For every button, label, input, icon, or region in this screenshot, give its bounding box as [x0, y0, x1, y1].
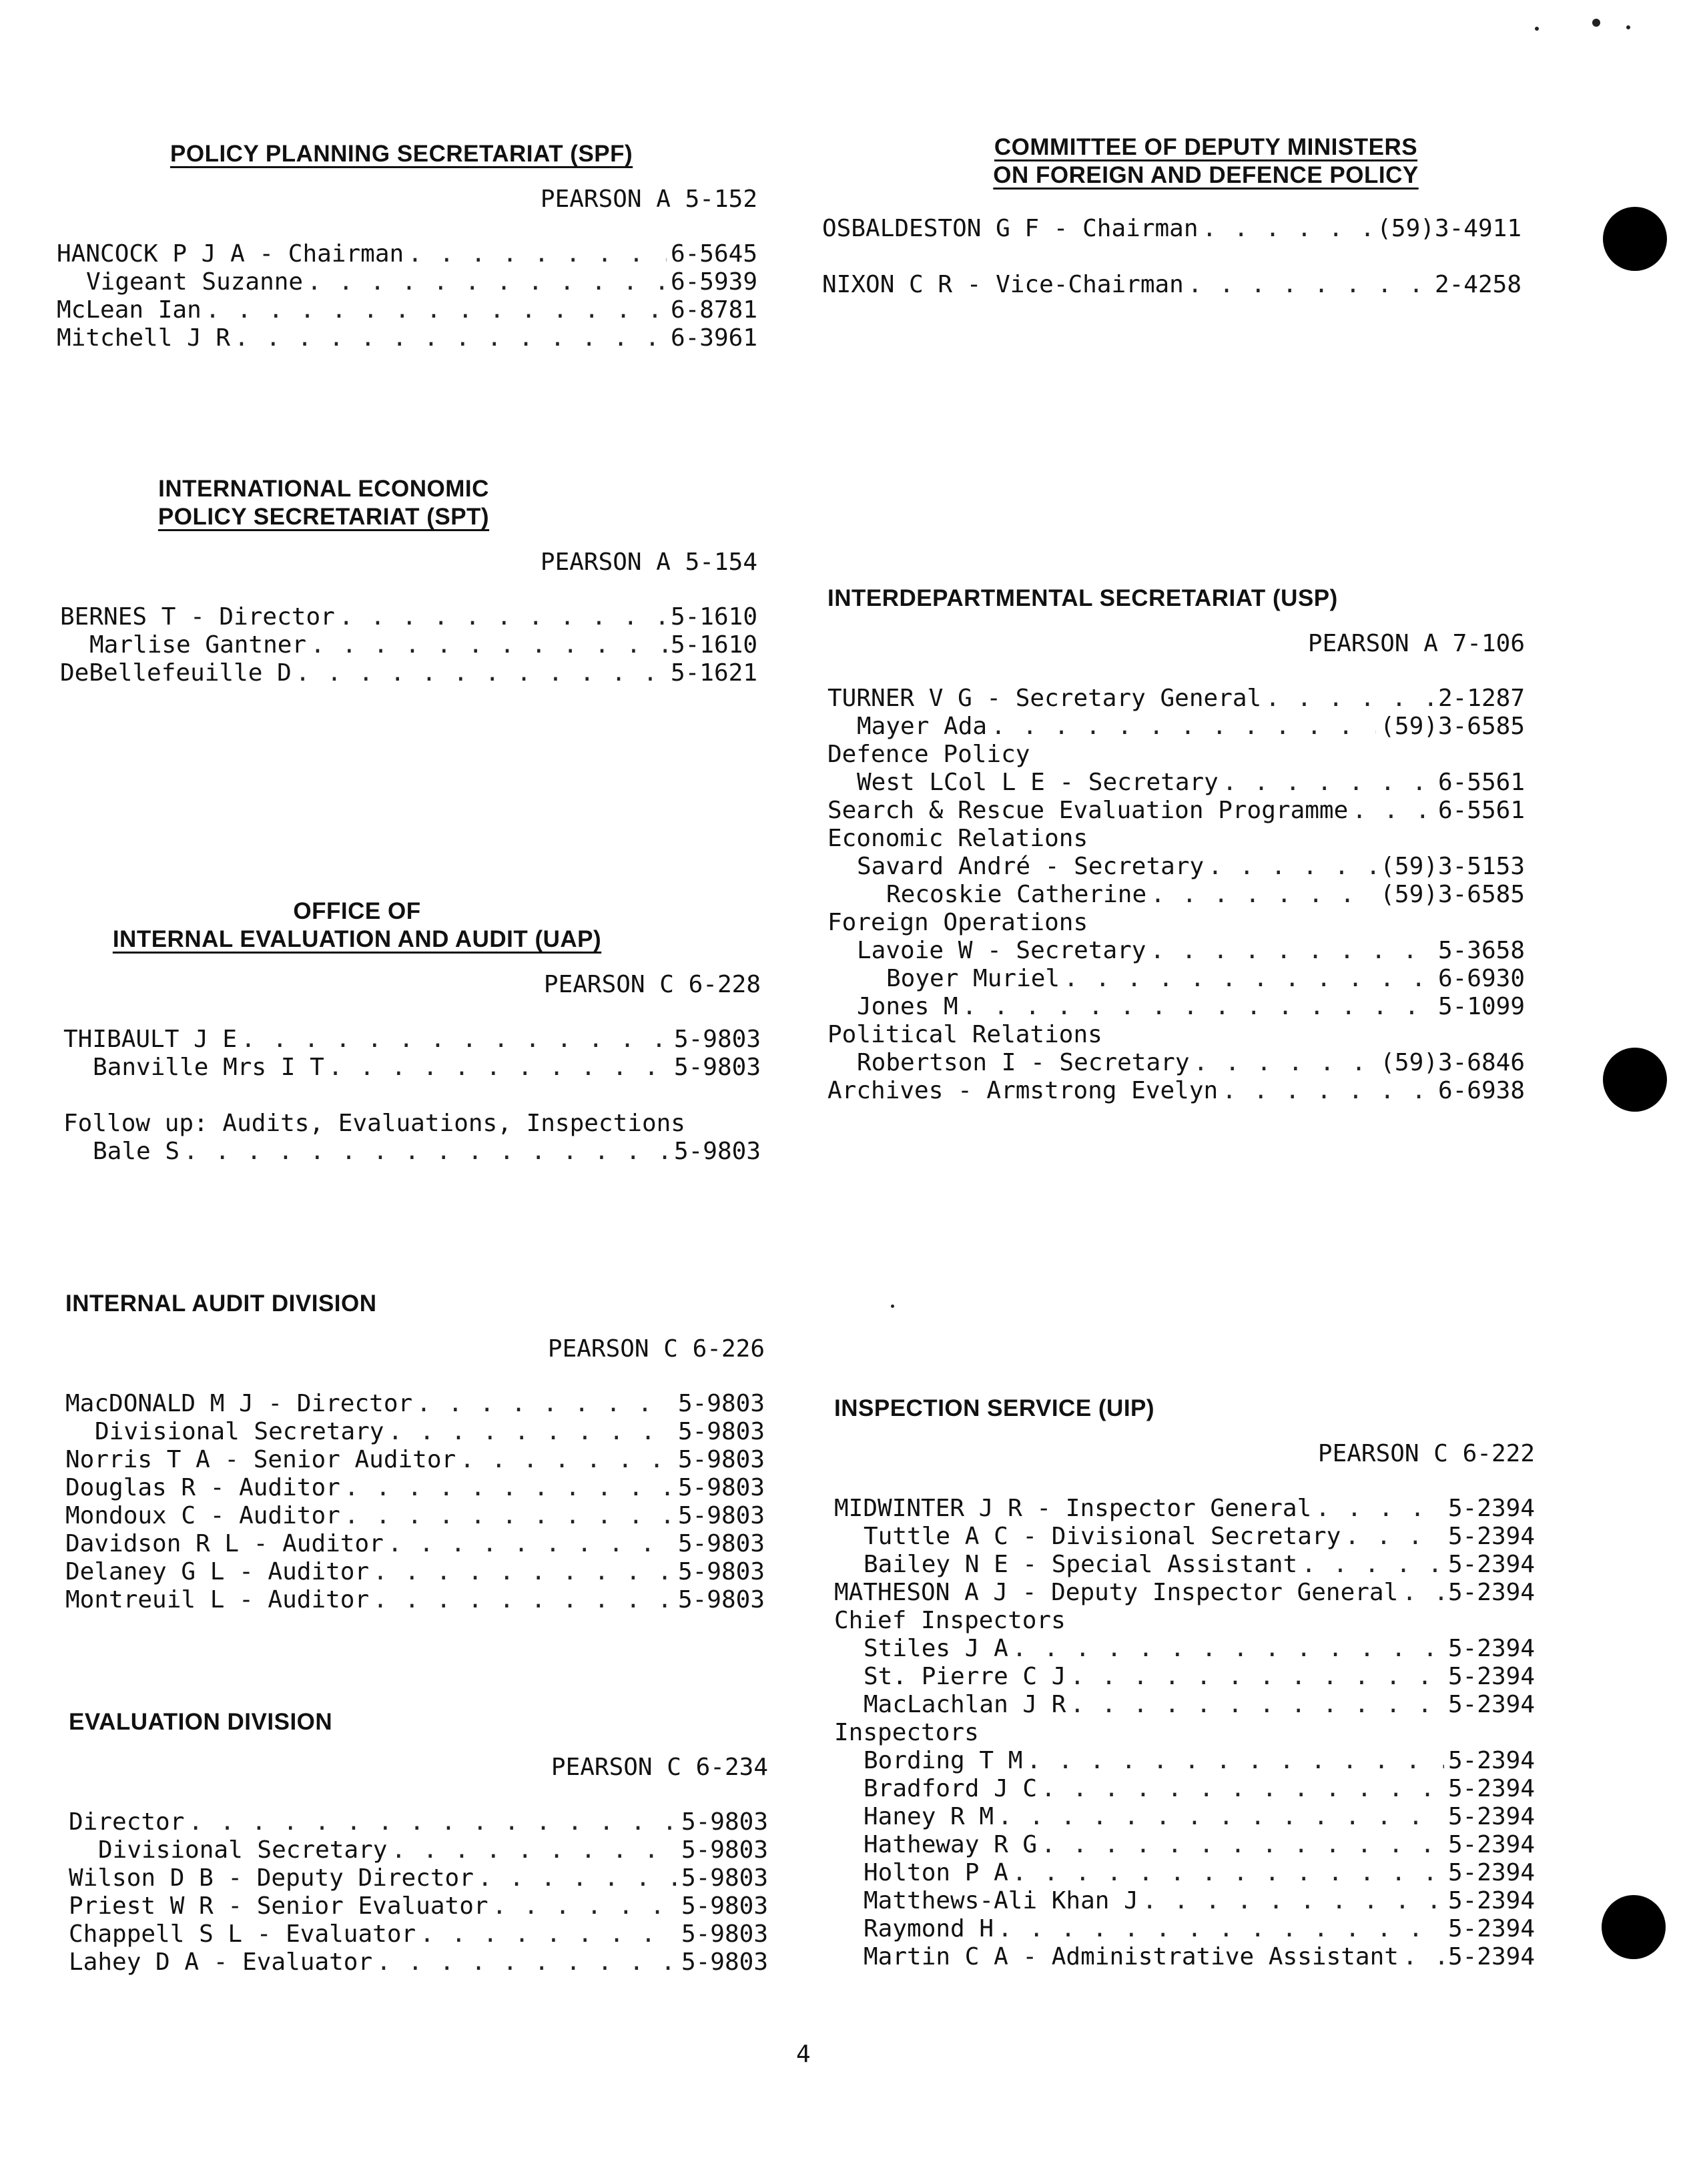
- entry-phone: 5-1610: [670, 631, 757, 659]
- entry-name: Matthews-Ali Khan J: [864, 1887, 1138, 1914]
- entry-phone: 5-9803: [677, 1390, 765, 1417]
- entry-name: Jones M: [857, 993, 958, 1020]
- section-spf: [57, 140, 757, 352]
- entry-phone: (59)3-6585: [1380, 881, 1525, 908]
- directory-entry: [69, 1808, 768, 1836]
- entry-phone: 2-1287: [1437, 685, 1525, 712]
- group-label: Foreign Operations: [827, 909, 1088, 936]
- binder-hole: [1603, 207, 1667, 271]
- entry-phone: 5-2394: [1447, 1495, 1535, 1522]
- entry-name: Boyer Muriel: [886, 965, 1060, 992]
- entry-name: McLean Ian: [57, 296, 202, 324]
- entry-phone: 2-4258: [1434, 271, 1521, 298]
- leader-dots: [1150, 881, 1376, 909]
- followup-text: Follow up: Audits, Evaluations, Inspections: [63, 1110, 685, 1137]
- entry-name: Recoskie Catherine: [886, 881, 1147, 908]
- section-title: [822, 133, 1489, 190]
- entry-phone: 5-2394: [1447, 1635, 1535, 1662]
- entry-phone: 5-9803: [673, 1054, 761, 1081]
- binder-hole: [1603, 1048, 1667, 1112]
- entry-phone: 5-9803: [681, 1920, 768, 1948]
- leader-dots: [1064, 965, 1434, 993]
- entry-name: Davidson R L - Auditor: [65, 1530, 384, 1557]
- entry-phone: 5-3658: [1437, 937, 1525, 964]
- directory-entry: [834, 1775, 1535, 1803]
- leader-dots: [388, 1418, 673, 1446]
- entry-name: THIBAULT J E: [63, 1026, 238, 1053]
- group-heading: [827, 825, 1525, 853]
- directory-entry: [63, 1026, 761, 1054]
- entry-name: Lavoie W - Secretary: [857, 937, 1146, 964]
- leader-dots: [1265, 685, 1434, 713]
- directory-entry: [69, 1864, 768, 1892]
- directory-list: [63, 1026, 761, 1166]
- room-location: PEARSON A 5-152: [540, 186, 757, 213]
- entry-phone: 5-2394: [1447, 1523, 1535, 1550]
- directory-list: [65, 1390, 765, 1614]
- leader-dots: [1070, 1663, 1444, 1691]
- leader-dots: [998, 1915, 1444, 1943]
- leader-dots: [420, 1920, 677, 1948]
- entry-name: Chappell S L - Evaluator: [69, 1920, 416, 1948]
- scan-speck: [891, 1305, 894, 1308]
- entry-name: MacDONALD M J - Director: [65, 1390, 413, 1417]
- page-number: 4: [796, 2041, 811, 2068]
- leader-dots: [1203, 215, 1373, 243]
- entry-name: Stiles J A: [864, 1635, 1008, 1662]
- section-usp: [827, 585, 1525, 1105]
- entry-phone: 5-9803: [677, 1558, 765, 1585]
- scan-speck: [1592, 19, 1600, 27]
- followup-label: [63, 1110, 761, 1138]
- directory-entry: [834, 1635, 1535, 1663]
- leader-dots: [962, 993, 1434, 1021]
- entry-name: NIXON C R - Vice-Chairman: [822, 271, 1184, 298]
- group-heading: [827, 909, 1525, 937]
- entry-phone: 5-9803: [677, 1586, 765, 1613]
- leader-dots: [1041, 1831, 1444, 1859]
- section-title: INTERNAL AUDIT DIVISION: [65, 1291, 377, 1317]
- leader-dots: [1301, 1551, 1444, 1579]
- room-location: PEARSON C 6-226: [547, 1335, 765, 1363]
- entry-phone: 5-9803: [677, 1446, 765, 1473]
- leader-dots: [296, 659, 667, 687]
- room-location: PEARSON A 7-106: [1307, 630, 1525, 657]
- leader-dots: [234, 324, 667, 352]
- section-evaluation: [69, 1708, 768, 1976]
- entry-phone: 5-2394: [1447, 1579, 1535, 1606]
- entry-name: Savard André - Secretary: [857, 853, 1205, 880]
- directory-list: [827, 685, 1525, 1105]
- directory-list: [69, 1808, 768, 1976]
- entry-name: Divisional Secretary: [98, 1836, 388, 1864]
- directory-entry: [834, 1579, 1535, 1607]
- leader-dots: [1026, 1747, 1444, 1775]
- scan-speck: [1535, 27, 1539, 31]
- group-label: Economic Relations: [827, 825, 1088, 852]
- directory-entry: [65, 1502, 765, 1530]
- entry-phone: 5-9803: [677, 1418, 765, 1445]
- section-title: INTERDEPARTMENTAL SECRETARIAT (USP): [827, 585, 1338, 611]
- directory-entry: [834, 1495, 1535, 1523]
- group-heading: [834, 1607, 1535, 1635]
- directory-entry: [834, 1803, 1535, 1831]
- entry-name: Director: [69, 1808, 185, 1836]
- entry-name: HANCOCK P J A - Chairman: [57, 240, 404, 268]
- directory-entry: [65, 1530, 765, 1558]
- entry-phone: 6-5645: [670, 240, 757, 268]
- leader-dots: [373, 1586, 674, 1614]
- section-title-line1: [922, 133, 1489, 161]
- leader-dots: [460, 1446, 674, 1474]
- directory-entry: [834, 1551, 1535, 1579]
- leader-dots: [373, 1558, 674, 1586]
- entry-phone: 6-5939: [670, 268, 757, 296]
- spacer: [63, 1082, 761, 1110]
- entry-phone: (59)3-5153: [1380, 853, 1525, 880]
- entry-phone: 5-9803: [681, 1808, 768, 1836]
- entry-name: Bailey N E - Special Assistant: [864, 1551, 1298, 1578]
- section-committee: [822, 133, 1521, 299]
- entry-phone: 5-2394: [1447, 1663, 1535, 1690]
- directory-list: [822, 215, 1521, 299]
- spacer: [822, 243, 1521, 271]
- directory-entry: [827, 685, 1525, 713]
- leader-dots: [188, 1808, 677, 1836]
- section-title-line2: [63, 926, 651, 954]
- entry-name: Delaney G L - Auditor: [65, 1558, 370, 1585]
- leader-dots: [206, 296, 667, 324]
- group-label: Inspectors: [834, 1719, 979, 1746]
- entry-phone: 6-5561: [1437, 769, 1525, 796]
- entry-name: Montreuil L - Auditor: [65, 1586, 370, 1613]
- leader-dots: [1223, 769, 1434, 797]
- entry-name: Douglas R - Auditor: [65, 1474, 340, 1501]
- entry-phone: 5-2394: [1447, 1859, 1535, 1886]
- directory-entry: [57, 240, 757, 268]
- entry-phone: 5-9803: [677, 1502, 765, 1529]
- entry-phone: (59)3-6846: [1380, 1049, 1525, 1076]
- leader-dots: [1222, 1077, 1434, 1105]
- entry-name: Priest W R - Senior Evaluator: [69, 1892, 488, 1920]
- section-uap: [63, 897, 761, 1166]
- entry-phone: 5-9803: [681, 1892, 768, 1920]
- leader-dots: [1041, 1775, 1444, 1803]
- group-label: Chief Inspectors: [834, 1607, 1066, 1634]
- section-title: INSPECTION SERVICE (UIP): [834, 1395, 1155, 1421]
- entry-phone: 5-9803: [677, 1474, 765, 1501]
- directory-list: [60, 603, 757, 687]
- entry-phone: 6-6938: [1437, 1077, 1525, 1104]
- group-heading: [827, 1021, 1525, 1049]
- entry-phone: 5-1610: [670, 603, 757, 631]
- leader-dots: [376, 1948, 677, 1976]
- directory-entry: [69, 1892, 768, 1920]
- leader-dots: [478, 1864, 677, 1892]
- entry-name: Bale S: [93, 1138, 180, 1165]
- room-location: PEARSON C 6-228: [543, 971, 761, 998]
- entry-name: Martin C A - Administrative Assistant: [864, 1943, 1399, 1970]
- entry-name: Archives - Armstrong Evelyn: [827, 1077, 1219, 1104]
- entry-phone: 6-3961: [670, 324, 757, 352]
- entry-phone: 5-2394: [1447, 1887, 1535, 1914]
- directory-entry: [63, 1138, 761, 1166]
- directory-entry: [65, 1586, 765, 1614]
- entry-phone: 5-9803: [673, 1138, 761, 1165]
- directory-entry: [834, 1943, 1535, 1971]
- section-title-line1-text: COMMITTEE OF DEPUTY MINISTERS: [994, 134, 1418, 160]
- directory-entry: [60, 603, 757, 631]
- directory-entry: [63, 1054, 761, 1082]
- entry-name: Haney R M: [864, 1803, 994, 1830]
- directory-list: [834, 1495, 1535, 1971]
- leader-dots: [408, 240, 667, 268]
- entry-name: Holton P A: [864, 1859, 1008, 1886]
- directory-entry: [834, 1691, 1535, 1719]
- entry-name: BERNES T - Director: [60, 603, 335, 631]
- directory-entry: [834, 1915, 1535, 1943]
- directory-entry: [57, 324, 757, 352]
- directory-entry: [827, 853, 1525, 881]
- scan-speck: [1626, 25, 1630, 29]
- directory-entry: [827, 937, 1525, 965]
- entry-phone: 5-9803: [681, 1836, 768, 1864]
- binder-hole: [1602, 1895, 1666, 1959]
- section-internal-audit: [65, 1290, 765, 1614]
- leader-dots: [1403, 1943, 1444, 1971]
- directory-entry: [834, 1831, 1535, 1859]
- leader-dots: [991, 713, 1376, 741]
- leader-dots: [328, 1054, 670, 1082]
- entry-name: Search & Rescue Evaluation Programme: [827, 797, 1349, 824]
- entry-name: St. Pierre C J: [864, 1663, 1066, 1690]
- entry-name: Robertson I - Secretary: [857, 1049, 1190, 1076]
- leader-dots: [1142, 1887, 1444, 1915]
- entry-name: Norris T A - Senior Auditor: [65, 1446, 456, 1473]
- leader-dots: [1352, 797, 1434, 825]
- section-title: [63, 897, 731, 954]
- entry-phone: 5-1099: [1437, 993, 1525, 1020]
- directory-list: [57, 240, 757, 352]
- leader-dots: [388, 1530, 674, 1558]
- entry-phone: 6-8781: [670, 296, 757, 324]
- directory-entry: [60, 659, 757, 687]
- leader-dots: [1012, 1859, 1444, 1887]
- entry-name: Mitchell J R: [57, 324, 231, 352]
- directory-entry: [834, 1523, 1535, 1551]
- entry-name: TURNER V G - Secretary General: [827, 685, 1262, 712]
- room-location: PEARSON C 6-234: [551, 1754, 768, 1781]
- section-uip: [834, 1395, 1535, 1971]
- entry-phone: 5-9803: [677, 1530, 765, 1557]
- entry-name: Hatheway R G: [864, 1831, 1038, 1858]
- entry-name: MIDWINTER J R - Inspector General: [834, 1495, 1312, 1522]
- section-title-line1: INTERNATIONAL ECONOMIC: [158, 476, 489, 502]
- section-title-line2: [922, 161, 1489, 190]
- section-spt: [60, 475, 757, 687]
- leader-dots: [391, 1836, 677, 1864]
- leader-dots: [1194, 1049, 1377, 1077]
- directory-entry: [65, 1558, 765, 1586]
- group-heading: [834, 1719, 1535, 1747]
- entry-name: MacLachlan J R: [864, 1691, 1066, 1718]
- group-label: Defence Policy: [827, 741, 1030, 768]
- leader-dots: [339, 603, 667, 631]
- leader-dots: [184, 1138, 670, 1166]
- leader-dots: [1208, 853, 1376, 881]
- directory-entry: [65, 1474, 765, 1502]
- entry-phone: 5-2394: [1447, 1943, 1535, 1970]
- entry-name: Divisional Secretary: [95, 1418, 384, 1445]
- directory-entry: [65, 1390, 765, 1418]
- directory-entry: [827, 965, 1525, 993]
- section-title: EVALUATION DIVISION: [69, 1709, 333, 1735]
- leader-dots: [1345, 1523, 1444, 1551]
- leader-dots: [307, 268, 667, 296]
- entry-name: Mayer Ada: [857, 713, 988, 740]
- section-title: [60, 475, 761, 531]
- entry-name: MATHESON A J - Deputy Inspector General: [834, 1579, 1399, 1606]
- entry-phone: 6-6930: [1437, 965, 1525, 992]
- section-title-line2-text: POLICY SECRETARIAT (SPT): [157, 504, 490, 530]
- leader-dots: [1188, 271, 1431, 299]
- directory-entry: [65, 1418, 765, 1446]
- leader-dots: [344, 1474, 674, 1502]
- entry-phone: 5-9803: [673, 1026, 761, 1053]
- leader-dots: [1315, 1495, 1444, 1523]
- directory-entry: [57, 296, 757, 324]
- entry-phone: 5-2394: [1447, 1775, 1535, 1802]
- entry-name: Marlise Gantner: [89, 631, 307, 659]
- entry-name: DeBellefeuille D: [60, 659, 292, 687]
- entry-name: Lahey D A - Evaluator: [69, 1948, 373, 1976]
- directory-entry: [827, 769, 1525, 797]
- entry-phone: 5-1621: [670, 659, 757, 687]
- entry-name: Bradford J C: [864, 1775, 1038, 1802]
- section-title-line1: OFFICE OF: [293, 898, 421, 924]
- leader-dots: [310, 631, 667, 659]
- entry-name: Wilson D B - Deputy Director: [69, 1864, 474, 1892]
- directory-entry: [834, 1859, 1535, 1887]
- group-heading: [827, 741, 1525, 769]
- directory-entry: [822, 271, 1521, 299]
- directory-entry: [69, 1836, 768, 1864]
- directory-entry: [65, 1446, 765, 1474]
- leader-dots: [1012, 1635, 1444, 1663]
- entry-name: Tuttle A C - Divisional Secretary: [864, 1523, 1341, 1550]
- entry-phone: 5-2394: [1447, 1803, 1535, 1830]
- entry-name: West LCol L E - Secretary: [857, 769, 1219, 796]
- section-title: [57, 140, 757, 168]
- entry-phone: 6-5561: [1437, 797, 1525, 824]
- leader-dots: [1070, 1691, 1444, 1719]
- entry-name: OSBALDESTON G F - Chairman: [822, 215, 1199, 242]
- leader-dots: [1402, 1579, 1444, 1607]
- leader-dots: [416, 1390, 674, 1418]
- directory-entry: [60, 631, 757, 659]
- directory-entry: [822, 215, 1521, 243]
- directory-entry: [827, 713, 1525, 741]
- entry-phone: 5-2394: [1447, 1691, 1535, 1718]
- directory-entry: [69, 1948, 768, 1976]
- entry-name: Banville Mrs I T: [93, 1054, 324, 1081]
- leader-dots: [241, 1026, 670, 1054]
- directory-entry: [57, 268, 757, 296]
- section-title-text: POLICY PLANNING SECRETARIAT (SPF): [170, 141, 633, 167]
- entry-name: Raymond H: [864, 1915, 994, 1942]
- directory-entry: [827, 1077, 1525, 1105]
- entry-phone: 5-9803: [681, 1948, 768, 1976]
- entry-name: Bording T M: [864, 1747, 1023, 1774]
- entry-name: Vigeant Suzanne: [86, 268, 304, 296]
- entry-phone: 5-2394: [1447, 1551, 1535, 1578]
- section-title-line2-text: ON FOREIGN AND DEFENCE POLICY: [993, 162, 1419, 188]
- entry-phone: 5-2394: [1447, 1831, 1535, 1858]
- section-title-line2: [60, 503, 587, 531]
- room-location: PEARSON C 6-222: [1317, 1440, 1535, 1467]
- leader-dots: [1150, 937, 1433, 965]
- directory-entry: [827, 797, 1525, 825]
- directory-entry: [827, 993, 1525, 1021]
- group-label: Political Relations: [827, 1021, 1102, 1048]
- leader-dots: [998, 1803, 1444, 1831]
- entry-phone: (59)3-4911: [1377, 215, 1521, 242]
- directory-entry: [827, 881, 1525, 909]
- directory-entry: [834, 1747, 1535, 1775]
- directory-entry: [69, 1920, 768, 1948]
- entry-phone: 5-2394: [1447, 1915, 1535, 1942]
- section-title-line2-text: INTERNAL EVALUATION AND AUDIT (UAP): [112, 926, 602, 952]
- entry-name: Mondoux C - Auditor: [65, 1502, 340, 1529]
- directory-entry: [827, 1049, 1525, 1077]
- leader-dots: [492, 1892, 677, 1920]
- entry-phone: 5-9803: [681, 1864, 768, 1892]
- directory-entry: [834, 1663, 1535, 1691]
- entry-phone: (59)3-6585: [1380, 713, 1525, 740]
- entry-phone: 5-2394: [1447, 1747, 1535, 1774]
- leader-dots: [344, 1502, 674, 1530]
- directory-entry: [834, 1887, 1535, 1915]
- room-location: PEARSON A 5-154: [540, 549, 757, 576]
